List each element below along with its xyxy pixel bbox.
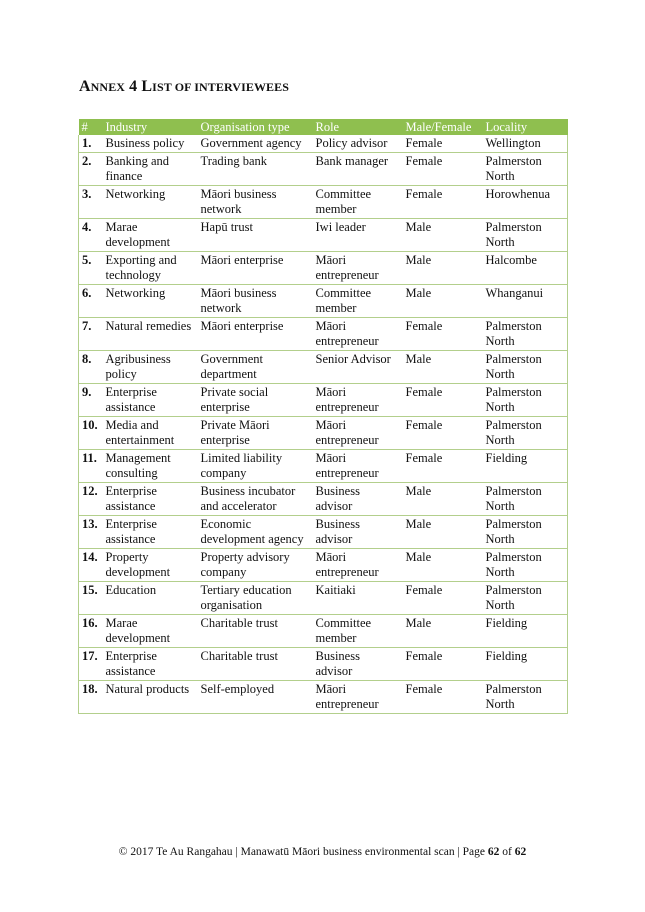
role-cell: Kaitiaki bbox=[313, 582, 403, 615]
table-row bbox=[79, 417, 568, 450]
locality-cell: Wellington bbox=[483, 135, 568, 153]
gender-cell: Female bbox=[403, 153, 483, 186]
locality-cell: Palmerston North bbox=[483, 516, 568, 549]
table-row bbox=[79, 681, 568, 714]
organisation-type-cell: Self-employed bbox=[198, 681, 313, 714]
role-cell: Policy advisor bbox=[313, 135, 403, 153]
organisation-type-cell: Government agency bbox=[198, 135, 313, 153]
heading-initial-l: L bbox=[141, 78, 153, 95]
industry-cell: Banking and finance bbox=[103, 153, 198, 186]
role-cell: Iwi leader bbox=[313, 219, 403, 252]
organisation-type-cell: Charitable trust bbox=[198, 648, 313, 681]
row-number: 18. bbox=[79, 681, 103, 714]
header-organisation-type: Organisation type bbox=[200, 120, 290, 134]
table-row bbox=[79, 648, 568, 681]
gender-cell: Male bbox=[403, 516, 483, 549]
role-cell: Committee member bbox=[313, 615, 403, 648]
industry-cell: Enterprise assistance bbox=[103, 648, 198, 681]
organisation-type-cell: Māori enterprise bbox=[198, 318, 313, 351]
heading-annex-rest: NNEX bbox=[90, 80, 126, 94]
table-row bbox=[79, 153, 568, 186]
industry-cell: Enterprise assistance bbox=[103, 384, 198, 417]
table-row bbox=[79, 318, 568, 351]
header-gender: Male/Female bbox=[405, 120, 472, 134]
locality-cell: Palmerston North bbox=[483, 318, 568, 351]
row-number: 2. bbox=[79, 153, 103, 186]
gender-cell: Female bbox=[403, 450, 483, 483]
table-row bbox=[79, 450, 568, 483]
heading-initial-a: A bbox=[79, 78, 91, 95]
row-number: 14. bbox=[79, 549, 103, 582]
industry-cell: Natural remedies bbox=[103, 318, 198, 351]
organisation-type-cell: Charitable trust bbox=[198, 615, 313, 648]
industry-cell: Exporting and technology bbox=[103, 252, 198, 285]
row-number: 3. bbox=[79, 186, 103, 219]
table-row bbox=[79, 135, 568, 153]
gender-cell: Male bbox=[403, 219, 483, 252]
locality-cell: Fielding bbox=[483, 450, 568, 483]
header-role: Role bbox=[315, 120, 340, 134]
industry-cell: Networking bbox=[103, 186, 198, 219]
role-cell: Māori entrepreneur bbox=[313, 681, 403, 714]
table-row bbox=[79, 351, 568, 384]
locality-cell: Halcombe bbox=[483, 252, 568, 285]
organisation-type-cell: Tertiary education organisation bbox=[198, 582, 313, 615]
organisation-type-cell: Trading bank bbox=[198, 153, 313, 186]
industry-cell: Enterprise assistance bbox=[103, 483, 198, 516]
row-number: 1. bbox=[79, 135, 103, 153]
table-row bbox=[79, 252, 568, 285]
locality-cell: Horowhenua bbox=[483, 186, 568, 219]
table-row bbox=[79, 186, 568, 219]
row-number: 12. bbox=[79, 483, 103, 516]
gender-cell: Male bbox=[403, 252, 483, 285]
locality-cell: Palmerston North bbox=[483, 549, 568, 582]
locality-cell: Fielding bbox=[483, 648, 568, 681]
organisation-type-cell: Government department bbox=[198, 351, 313, 384]
organisation-type-cell: Hapū trust bbox=[198, 219, 313, 252]
row-number: 13. bbox=[79, 516, 103, 549]
table-header-row bbox=[79, 119, 568, 135]
locality-cell: Palmerston North bbox=[483, 417, 568, 450]
table-row bbox=[79, 615, 568, 648]
header-locality: Locality bbox=[485, 120, 528, 134]
role-cell: Committee member bbox=[313, 285, 403, 318]
footer-page-total: 62 bbox=[514, 846, 527, 858]
gender-cell: Female bbox=[403, 648, 483, 681]
table-row bbox=[79, 516, 568, 549]
table-row bbox=[79, 384, 568, 417]
row-number: 4. bbox=[79, 219, 103, 252]
header-industry: Industry bbox=[105, 120, 148, 134]
row-number: 8. bbox=[79, 351, 103, 384]
row-number: 9. bbox=[79, 384, 103, 417]
table-row bbox=[79, 285, 568, 318]
table-row bbox=[79, 483, 568, 516]
role-cell: Committee member bbox=[313, 186, 403, 219]
row-number: 16. bbox=[79, 615, 103, 648]
gender-cell: Male bbox=[403, 549, 483, 582]
page-title bbox=[79, 78, 289, 96]
locality-cell: Whanganui bbox=[483, 285, 568, 318]
row-number: 17. bbox=[79, 648, 103, 681]
locality-cell: Palmerston North bbox=[483, 153, 568, 186]
locality-cell: Palmerston North bbox=[483, 351, 568, 384]
industry-cell: Education bbox=[103, 582, 198, 615]
gender-cell: Male bbox=[403, 285, 483, 318]
locality-cell: Palmerston North bbox=[483, 483, 568, 516]
locality-cell: Palmerston North bbox=[483, 219, 568, 252]
role-cell: Business advisor bbox=[313, 648, 403, 681]
locality-cell: Fielding bbox=[483, 615, 568, 648]
industry-cell: Management consulting bbox=[103, 450, 198, 483]
industry-cell: Business policy bbox=[103, 135, 198, 153]
locality-cell: Palmerston North bbox=[483, 681, 568, 714]
gender-cell: Male bbox=[403, 615, 483, 648]
row-number: 15. bbox=[79, 582, 103, 615]
role-cell: Māori entrepreneur bbox=[313, 417, 403, 450]
organisation-type-cell: Business incubator and accelerator bbox=[198, 483, 313, 516]
role-cell: Senior Advisor bbox=[313, 351, 403, 384]
role-cell: Māori entrepreneur bbox=[313, 384, 403, 417]
industry-cell: Property development bbox=[103, 549, 198, 582]
organisation-type-cell: Māori business network bbox=[198, 285, 313, 318]
gender-cell: Female bbox=[403, 582, 483, 615]
role-cell: Māori entrepreneur bbox=[313, 252, 403, 285]
industry-cell: Marae development bbox=[103, 615, 198, 648]
role-cell: Business advisor bbox=[313, 483, 403, 516]
footer-page-number: 62 bbox=[487, 846, 500, 858]
role-cell: Māori entrepreneur bbox=[313, 549, 403, 582]
page-footer bbox=[0, 846, 645, 858]
locality-cell: Palmerston North bbox=[483, 384, 568, 417]
table-row bbox=[79, 582, 568, 615]
organisation-type-cell: Māori enterprise bbox=[198, 252, 313, 285]
organisation-type-cell: Limited liability company bbox=[198, 450, 313, 483]
gender-cell: Female bbox=[403, 384, 483, 417]
heading-list-rest: IST OF INTERVIEWEES bbox=[152, 80, 290, 94]
role-cell: Business advisor bbox=[313, 516, 403, 549]
locality-cell: Palmerston North bbox=[483, 582, 568, 615]
organisation-type-cell: Private Māori enterprise bbox=[198, 417, 313, 450]
gender-cell: Male bbox=[403, 351, 483, 384]
row-number: 10. bbox=[79, 417, 103, 450]
industry-cell: Agribusiness policy bbox=[103, 351, 198, 384]
row-number: 5. bbox=[79, 252, 103, 285]
interviewees-table bbox=[78, 119, 568, 714]
footer-of: of bbox=[499, 846, 515, 858]
gender-cell: Female bbox=[403, 135, 483, 153]
gender-cell: Female bbox=[403, 186, 483, 219]
organisation-type-cell: Māori business network bbox=[198, 186, 313, 219]
industry-cell: Media and entertainment bbox=[103, 417, 198, 450]
industry-cell: Marae development bbox=[103, 219, 198, 252]
gender-cell: Female bbox=[403, 681, 483, 714]
industry-cell: Networking bbox=[103, 285, 198, 318]
row-number: 7. bbox=[79, 318, 103, 351]
organisation-type-cell: Property advisory company bbox=[198, 549, 313, 582]
table-row bbox=[79, 219, 568, 252]
table-row bbox=[79, 549, 568, 582]
role-cell: Bank manager bbox=[313, 153, 403, 186]
heading-number: 4 bbox=[129, 78, 138, 95]
footer-text: © 2017 Te Au Rangahau | Manawatū Māori business environmental scan | Page bbox=[118, 846, 488, 858]
industry-cell: Natural products bbox=[103, 681, 198, 714]
gender-cell: Female bbox=[403, 417, 483, 450]
gender-cell: Female bbox=[403, 318, 483, 351]
row-number: 6. bbox=[79, 285, 103, 318]
organisation-type-cell: Private social enterprise bbox=[198, 384, 313, 417]
role-cell: Māori entrepreneur bbox=[313, 318, 403, 351]
industry-cell: Enterprise assistance bbox=[103, 516, 198, 549]
organisation-type-cell: Economic development agency bbox=[198, 516, 313, 549]
row-number: 11. bbox=[79, 450, 103, 483]
gender-cell: Male bbox=[403, 483, 483, 516]
header-number: # bbox=[81, 120, 88, 134]
role-cell: Māori entrepreneur bbox=[313, 450, 403, 483]
